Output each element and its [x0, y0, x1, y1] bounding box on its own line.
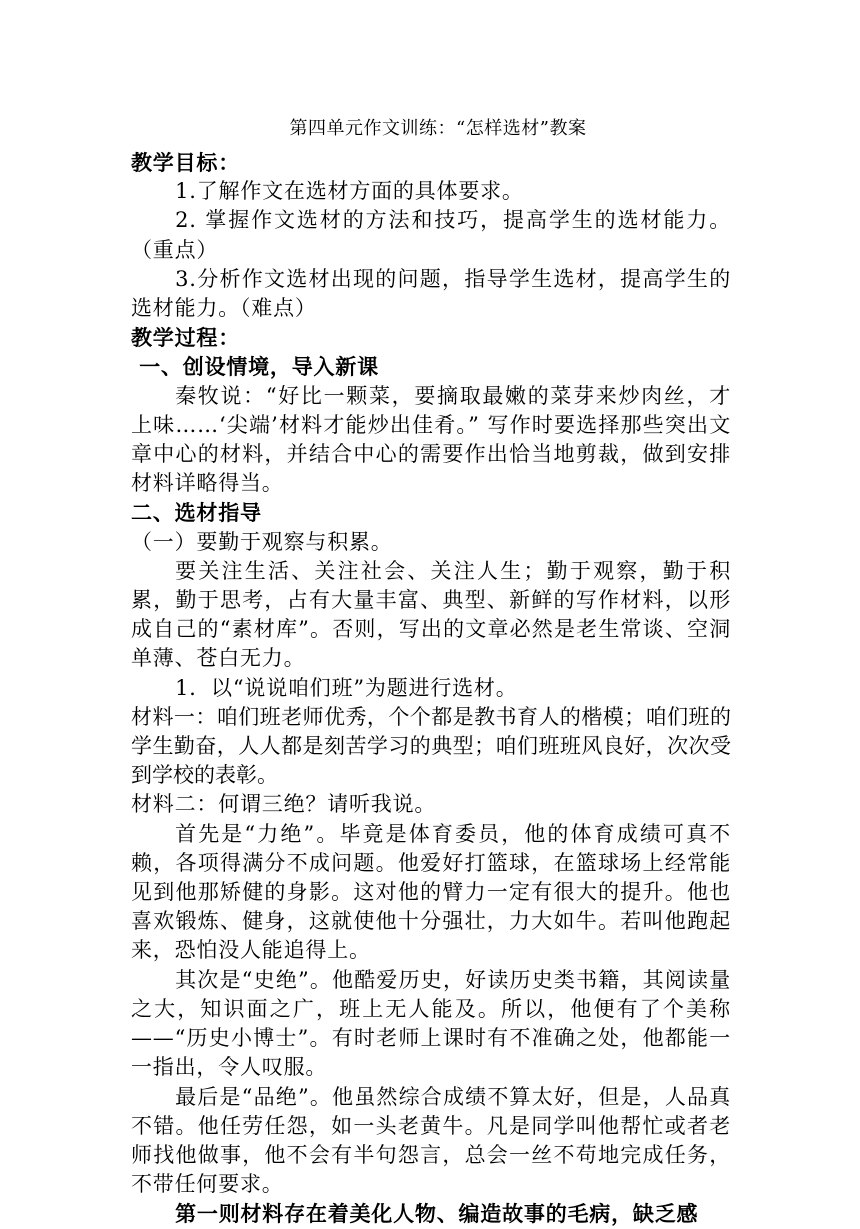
material-2-paragraph-3: 最后是“品绝”。他虽然综合成绩不算太好，但是，人品真不错。他任劳任怨，如一头老黄牛。凡是同学叫他帮忙或者老师找他做事，他不会有半句怨言，总会一丝不苟地完成任务，不带任何要求。 — [131, 1084, 731, 1197]
intro-paragraph: 秦牧说：“好比一颗菜，要摘取最嫩的菜芽来炒肉丝，才上味……‘尖端’材料才能炒出佳肴。” 写作时要选择那些突出文章中心的材料，并结合中心的需要作出恰当地剪裁，做到安排材料详略得当。 — [131, 383, 731, 496]
material-2: 材料二：何谓三绝？请听我说。 — [131, 792, 437, 817]
section-heading-objectives: 教学目标： — [131, 150, 240, 175]
subheading-guidance: 二、选材指导 — [131, 500, 262, 526]
objective-3: 3.分析作文选材出现的问题，指导学生选材，提高学生的选材能力。（难点） — [131, 266, 731, 321]
document-title: 第四单元作文训练：“怎样选材”教案 — [289, 118, 587, 139]
objective-1: 1.了解作文在选材方面的具体要求。 — [175, 179, 524, 204]
document-body — [131, 114, 731, 1229]
objective-2: 2. 掌握作文选材的方法和技巧，提高学生的选材能力。（重点） — [131, 208, 731, 262]
point-1-paragraph: 要关注生活、关注社会、关注人生；勤于观察，勤于积累，勤于思考，占有大量丰富、典型、新鲜的写作材料，以形成自己的“素材库”。否则，写出的文章必然是老生常谈、空洞单薄、苍白无力。 — [131, 558, 731, 671]
subheading-intro: 一、创设情境，导入新课 — [131, 354, 379, 380]
material-2-paragraph-2: 其次是“史绝”。他酷爱历史，好读历史类书籍，其阅读量之大，知识面之广，班上无人能及。所以，他便有了个美称——“历史小博士”。有时老师上课时有不准确之处，他都能一一指出，令人叹服。 — [131, 967, 731, 1080]
material-1: 材料一：咱们班老师优秀，个个都是教书育人的楷模；咱们班的学生勤奋，人人都是刻苦学习的典型；咱们班班风良好，次次受到学校的表彰。 — [131, 704, 731, 788]
material-2-paragraph-1: 首先是“力绝”。毕竟是体育委员，他的体育成绩可真不赖，各项得满分不成问题。他爱好打篮球，在篮球场上经常能见到他那矫健的身影。这对他的臂力一定有很大的提升。他也喜欢锻炼、健身，这就使他十分强壮，力大如牛。若叫他跑起来，恐怕没人能追得上。 — [131, 821, 731, 963]
section-heading-process: 教学过程： — [131, 325, 240, 351]
exercise-1: 1．以“说说咱们班”为题进行选材。 — [175, 675, 518, 700]
point-1-heading: （一）要勤于观察与积累。 — [131, 529, 393, 554]
analysis-paragraph: 第一则材料存在着美化人物、编造故事的毛病，缺乏感 — [175, 1201, 699, 1227]
